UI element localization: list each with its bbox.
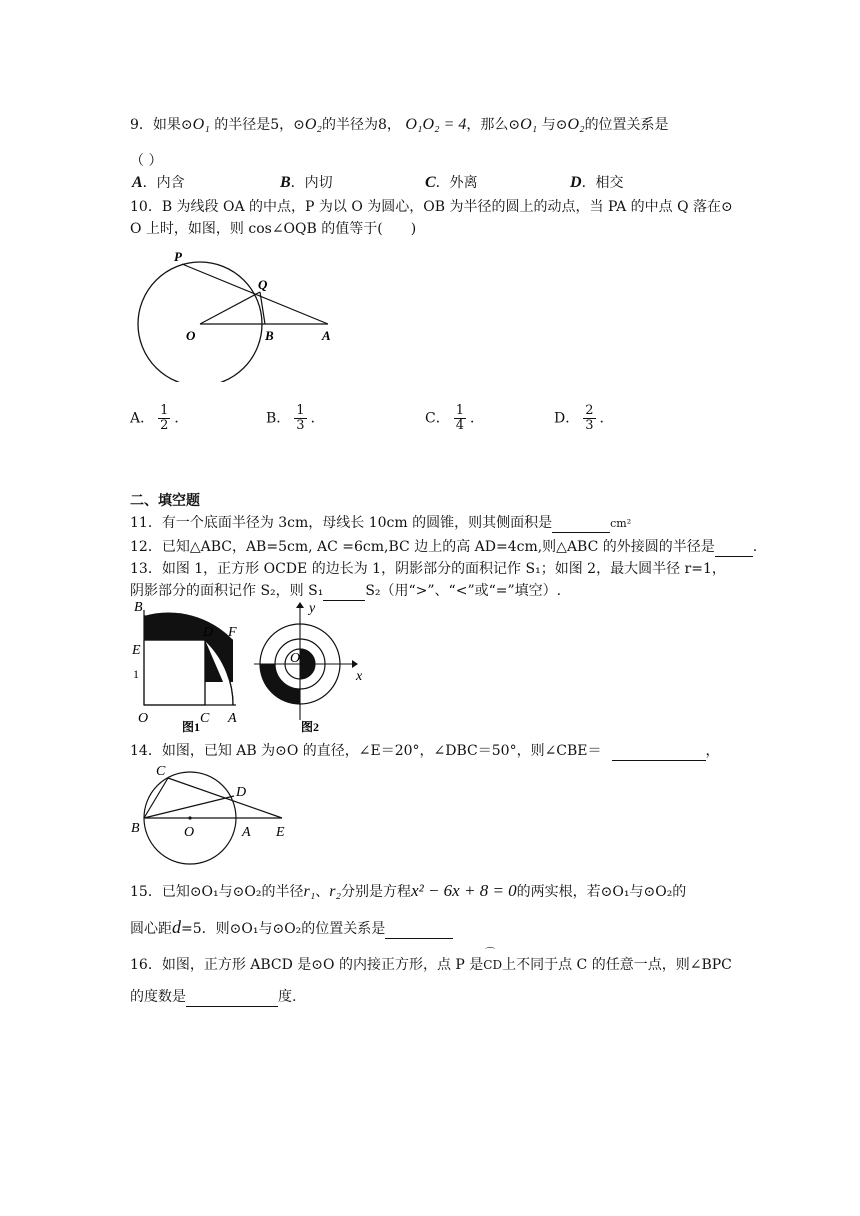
q15-text-a: 15．已知⊙O₁与⊙O₂的半径 xyxy=(130,884,304,900)
q10-circle xyxy=(138,262,262,382)
q9-option-a-text: ．内含 xyxy=(142,175,185,191)
q9-o1-b: O₁ xyxy=(520,116,538,133)
q9-distance: O₁O₂ = 4 xyxy=(405,116,467,133)
q15-text-e: =5．则⊙O₁与⊙O₂的位置关系是 xyxy=(181,921,386,937)
q10-label-q: Q xyxy=(258,277,268,292)
q10-label-a: A xyxy=(322,328,331,343)
fig1-label-b: B xyxy=(134,600,143,615)
q15-answer-blank[interactable] xyxy=(385,920,453,939)
q14 xyxy=(130,742,720,761)
q16-text-a: 16．如图，正方形 ABCD 是⊙O 的内接正方形，点 P 是 xyxy=(130,957,484,973)
q13-figure-1 xyxy=(130,598,250,734)
q9-paren: （ ） xyxy=(130,153,163,169)
denominator: 3 xyxy=(585,418,594,433)
q10-option-d[interactable] xyxy=(554,404,614,433)
denominator: 2 xyxy=(160,418,169,433)
q10-segment-oq xyxy=(200,292,260,324)
q13-figure-2 xyxy=(252,598,374,734)
q10-option-a-tail: ． xyxy=(174,410,189,427)
q16-line2 xyxy=(130,988,296,1007)
q9-option-d-text: ．相交 xyxy=(581,175,624,191)
q11-unit: cm² xyxy=(610,517,632,530)
q10-option-b-tail: ． xyxy=(310,410,325,427)
q9-option-a-letter: A xyxy=(132,174,143,191)
q9-o1: O₁ xyxy=(192,116,210,133)
q9-text-d: ，那么⊙ xyxy=(466,117,521,133)
q9-option-b-letter: B xyxy=(280,174,291,191)
q16-arc-label: CD xyxy=(483,958,503,972)
fig1-label-o: O xyxy=(138,711,149,726)
q13-line2-a: 阴影部分的面积记作 S₂，则 S₁ xyxy=(130,583,324,599)
fig1-caption: 图1 xyxy=(182,720,201,734)
q10-option-d-tail: ． xyxy=(599,410,614,427)
q9-text-a: 9．如果⊙ xyxy=(130,117,193,133)
denominator: 4 xyxy=(455,418,464,433)
arc-mark-icon: ⌒ xyxy=(485,948,496,959)
fig2-caption: 图2 xyxy=(301,720,320,734)
q14-text: 14．如图，已知 AB 为⊙O 的直径，∠E＝20°，∠DBC＝50°，则∠CBE＝ xyxy=(130,743,602,759)
q10-label-o: O xyxy=(186,328,196,343)
q15-line1 xyxy=(130,882,686,901)
numerator: 2 xyxy=(585,403,594,418)
numerator: 1 xyxy=(296,403,305,418)
q10-option-a-fraction xyxy=(158,404,170,433)
q15-sep: 、 xyxy=(315,884,330,900)
q16-answer-blank[interactable] xyxy=(186,988,278,1007)
q16-text-d: 度. xyxy=(278,989,297,1005)
q14-center-point xyxy=(188,816,191,819)
numerator: 1 xyxy=(160,403,169,418)
q10-option-c-tail: ． xyxy=(470,410,484,427)
q11 xyxy=(130,514,631,533)
q11-answer-blank[interactable] xyxy=(552,514,610,533)
q9-option-c-text: ．外离 xyxy=(435,175,478,191)
q10-option-c[interactable] xyxy=(425,404,484,433)
q14-line-bc xyxy=(144,778,168,818)
q9-option-a[interactable] xyxy=(132,174,185,192)
q14-label-c: C xyxy=(156,764,166,779)
q10-figure xyxy=(130,242,350,382)
q14-label-d: D xyxy=(236,785,247,800)
fig2-x-arrow xyxy=(352,660,358,668)
fig1-label-d: D xyxy=(203,625,214,640)
q12 xyxy=(130,538,757,557)
q16-arc-cd xyxy=(483,948,503,974)
fig2-label-o: O xyxy=(290,651,301,666)
q10-option-c-label: C． xyxy=(425,410,450,427)
q14-line-bd xyxy=(144,796,234,818)
q14-figure xyxy=(130,760,300,872)
q10-option-d-label: D． xyxy=(554,410,580,427)
q10-option-b[interactable] xyxy=(266,404,325,433)
q9-option-b[interactable] xyxy=(280,174,333,192)
denominator: 3 xyxy=(296,418,305,433)
q9-o2-b: O₂ xyxy=(567,116,585,133)
q9-option-d[interactable] xyxy=(570,174,624,192)
q9-text-c: 的半径为8， xyxy=(321,117,401,133)
q10-label-b: B xyxy=(265,328,274,343)
fig1-label-a: A xyxy=(228,711,237,726)
q9-text-e: 与⊙ xyxy=(541,117,568,133)
q16-text-c: 的度数是 xyxy=(130,989,186,1005)
q10-line2: O 上时，如图，则 cos∠OQB 的值等于( ) xyxy=(130,221,417,237)
q9-stem xyxy=(130,116,669,134)
q11-text: 11．有一个底面半径为 3cm，母线长 10cm 的圆锥，则其侧面积是 xyxy=(130,515,553,531)
q10-option-d-fraction xyxy=(583,404,595,433)
q15-r2: r₂ xyxy=(329,883,342,900)
fig1-label-f: F xyxy=(228,625,237,640)
q14-label-o: O xyxy=(184,825,195,840)
q9-option-b-text: ．内切 xyxy=(290,175,333,191)
q13-line1: 13．如图 1，正方形 OCDE 的边长为 1，阴影部分的面积记作 S₁；如图 2，最大圆半径 r=1， xyxy=(130,561,726,577)
q9-text-b: 的半径是5，⊙ xyxy=(214,117,305,133)
fig1-label-c: C xyxy=(200,711,210,726)
q15-text-b: 分别是方程 xyxy=(341,884,412,900)
q15-text-c: 的两实根，若⊙O₁与⊙O₂的 xyxy=(516,884,687,900)
fig1-label-e: E xyxy=(132,643,141,658)
q15-text-d: 圆心距 xyxy=(130,921,172,937)
q10-option-a[interactable] xyxy=(130,404,188,433)
q9-o2: O₂ xyxy=(304,116,322,133)
q9-option-c[interactable] xyxy=(425,174,478,192)
q14-label-e: E xyxy=(276,825,285,840)
numerator: 1 xyxy=(455,403,464,418)
q14-label-b: B xyxy=(131,821,140,836)
section-heading: 二、填空题 xyxy=(130,493,200,509)
q14-tail: ， xyxy=(705,743,720,759)
q16-text-b: 上不同于点 C 的任意一点，则∠BPC xyxy=(502,957,732,973)
q10-option-b-fraction xyxy=(294,404,306,433)
q12-tail: . xyxy=(752,539,758,555)
q14-answer-blank[interactable] xyxy=(612,742,706,761)
q10-label-p: P xyxy=(174,249,182,264)
fig2-label-y: y xyxy=(309,601,316,616)
q10-line1: 10．B 为线段 OA 的中点，P 为以 O 为圆心，OB 为半径的圆上的动点，当 PA 的中点 Q 落在⊙ xyxy=(130,199,733,215)
q15-equation: x² − 6x + 8 = 0 xyxy=(411,881,517,900)
q9-text-f: 的位置关系是 xyxy=(584,117,669,133)
q13-line2-b: S₂（用“>”、“<”或“=”填空）. xyxy=(365,583,562,599)
fig1-square-odce xyxy=(144,640,205,705)
q14-label-a: A xyxy=(242,825,251,840)
q10-option-a-label: A． xyxy=(130,410,155,427)
q12-answer-blank[interactable] xyxy=(715,538,753,557)
q9-option-d-letter: D xyxy=(570,174,582,191)
q10-option-c-fraction xyxy=(454,404,466,433)
q12-text: 12．已知△ABC，AB=5cm, AC =6cm,BC 边上的高 AD=4cm,则△ABC 的外接圆的半径是 xyxy=(130,539,715,555)
q15-d: d xyxy=(172,917,181,937)
fig2-y-arrow xyxy=(296,602,304,608)
q10-option-b-label: B． xyxy=(266,410,291,427)
q15-r1: r₁ xyxy=(303,883,316,900)
q16-line1 xyxy=(130,948,732,974)
fig2-label-x: x xyxy=(356,669,363,684)
q9-option-c-letter: C xyxy=(425,174,436,191)
fig1-label-one: 1 xyxy=(133,667,139,681)
q15-line2 xyxy=(130,918,453,939)
